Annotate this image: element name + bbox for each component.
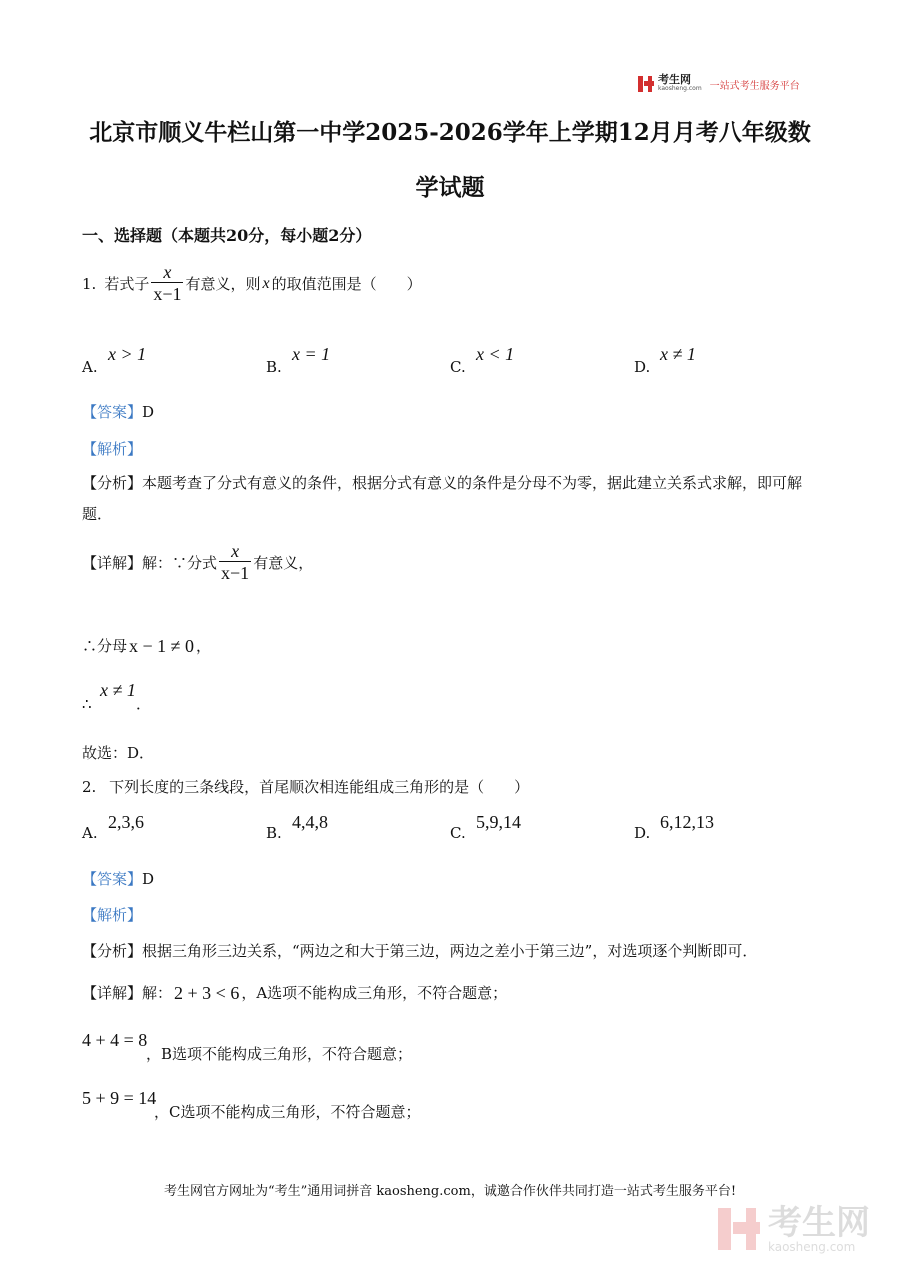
option-letter: A. <box>82 358 98 376</box>
page-footer: 考生网官方网址为“考生”通用词拼音 kaosheng.com，诚邀合作伙伴共同打造一站式考生服务平台! <box>163 1184 737 1199</box>
q2-analysis-tag: 【解析】 <box>82 906 143 924</box>
fraction-denominator: x−1 <box>153 284 182 304</box>
watermark <box>718 1205 870 1253</box>
fraction-denominator: x−1 <box>221 563 250 583</box>
fraction-numerator: x <box>231 541 240 561</box>
kaosheng-logo-icon <box>638 76 654 92</box>
detail-tag: 【详解】 <box>82 553 143 572</box>
logo-name: 考生网 <box>658 73 691 86</box>
page-title-line2: 学试题 <box>415 174 485 201</box>
q1-fenxi <box>82 468 818 530</box>
detail-expr: 5 + 9 = 14 <box>82 1088 157 1108</box>
detail-text-post: ，C选项不能构成三角形，不符合题意； <box>154 1103 421 1121</box>
detail-expr: 4 + 4 = 8 <box>82 1030 148 1050</box>
option-letter: B. <box>266 824 282 842</box>
step-expr: x − 1 ≠ 0 <box>129 636 195 656</box>
q1-detail <box>82 541 313 584</box>
step-post: ， <box>196 637 212 655</box>
fenxi-tag: 【分析】 <box>82 942 143 960</box>
answer-tag: 【答案】 <box>82 870 143 888</box>
q2-detail-line2 <box>82 1030 582 1064</box>
detail-tag: 【详解】 <box>82 984 143 1002</box>
kaosheng-watermark-icon <box>718 1208 760 1250</box>
detail-text-pre: 解：∵分式 <box>142 553 218 572</box>
step-pre: ∴分母 <box>82 637 128 655</box>
step-post: ． <box>136 695 152 713</box>
step-expr: x ≠ 1 <box>100 680 136 700</box>
fraction-numerator: x <box>163 262 172 282</box>
logo-slogan: 一站式考生服务平台 <box>709 80 800 92</box>
q1-step2 <box>82 680 282 714</box>
q2-fenxi <box>82 941 757 961</box>
option-letter: D. <box>634 358 651 376</box>
detail-text-pre: 解： <box>142 984 173 1002</box>
logo-url: kaosheng.com <box>658 85 702 92</box>
option-letter: B. <box>266 358 282 376</box>
fenxi-tag: 【分析】 <box>82 474 143 492</box>
watermark-url: kaosheng.com <box>768 1240 856 1254</box>
q2-detail-line3 <box>82 1088 582 1122</box>
answer-value: D <box>142 870 155 888</box>
section-heading: 一、选择题（本题共20分，每小题2分） <box>82 226 372 245</box>
option-expr: x < 1 <box>476 344 515 364</box>
option-letter: D. <box>634 824 651 842</box>
q2-detail-line1 <box>82 983 507 1003</box>
q2-answer <box>82 869 154 889</box>
option-expr: 5,9,14 <box>476 812 521 832</box>
answer-tag: 【答案】 <box>82 403 143 421</box>
question-text-post2: 的取值范围是（ ） <box>271 274 422 293</box>
answer-value: D <box>142 403 155 421</box>
option-expr: x = 1 <box>292 344 331 364</box>
option-letter: C. <box>450 358 466 376</box>
q1-analysis-tag: 【解析】 <box>82 440 143 458</box>
question-text-pre: 若式子 <box>104 274 150 293</box>
question-text-post: 有意义，则 <box>185 274 261 293</box>
detail-text-post: ，A选项不能构成三角形，不符合题意； <box>241 984 508 1002</box>
fenxi-text: 根据三角形三边关系，“两边之和大于第三边，两边之差小于第三边”，对选项逐个判断即可． <box>142 942 758 960</box>
header-logo <box>638 74 800 94</box>
detail-text-post: 有意义， <box>253 553 314 572</box>
fenxi-text: 本题考查了分式有意义的条件，根据分式有意义的条件是分母不为零，据此建立关系式求解，即可解题． <box>82 474 803 523</box>
fraction <box>219 541 251 584</box>
q1-step1 <box>82 636 211 656</box>
detail-text-post: ，B选项不能构成三角形，不符合题意； <box>146 1045 413 1063</box>
variable-x: x <box>262 274 270 292</box>
detail-expr: 2 + 3 < 6 <box>174 983 240 1003</box>
question-number: 1. <box>82 274 97 293</box>
option-letter: C. <box>450 824 466 842</box>
option-letter: A. <box>82 824 98 842</box>
page-title-line1: 北京市顺义牛栏山第一中学2025-2026学年上学期12月月考八年级数 <box>89 119 811 146</box>
option-expr: 2,3,6 <box>108 812 144 832</box>
question-text: 下列长度的三条线段，首尾顺次相连能组成三角形的是（ ） <box>109 778 530 796</box>
option-expr: x ≠ 1 <box>660 344 696 364</box>
option-expr: 4,4,8 <box>292 812 328 832</box>
question-1 <box>82 262 422 305</box>
q1-answer <box>82 402 154 422</box>
q1-conclusion: 故选：D． <box>82 744 155 762</box>
watermark-name: 考生网 <box>768 1203 870 1243</box>
question-2 <box>82 777 529 797</box>
option-expr: 6,12,13 <box>660 812 714 832</box>
question-number: 2. <box>82 778 97 796</box>
option-expr: x > 1 <box>108 344 147 364</box>
step-pre: ∴ <box>82 695 92 713</box>
fraction <box>151 262 183 305</box>
